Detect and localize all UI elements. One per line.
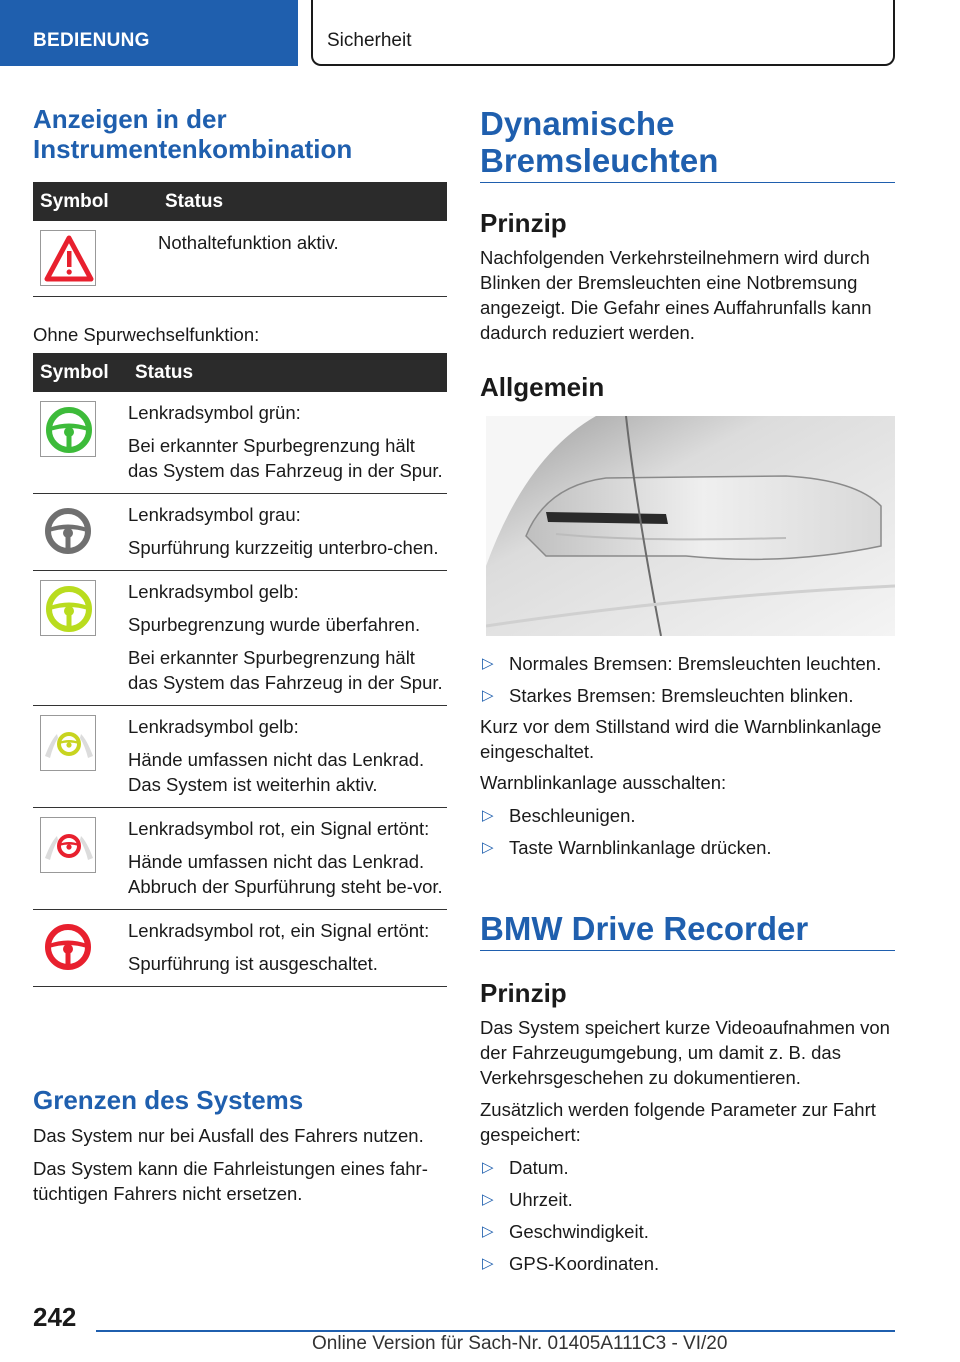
status-line: Bei erkannter Spurbegrenzung hält das System das Fahrzeug in der Spur. <box>128 435 443 481</box>
status-text: Nothaltefunktion aktiv. <box>158 232 339 253</box>
table-row <box>33 392 447 494</box>
drive-recorder-title: BMW Drive Recorder <box>480 910 809 947</box>
recorder-text-2: Zusätzlich werden folgende Parameter zur Fahrt gespeichert: <box>480 1099 876 1145</box>
status-line: Hände umfassen nicht das Lenkrad. Das System ist weiterhin aktiv. <box>128 749 425 795</box>
list-item-text: Uhrzeit. <box>509 1189 573 1210</box>
table-row <box>33 910 447 987</box>
chapter-label: Sicherheit <box>327 30 412 51</box>
list-item-text: Taste Warnblinkanlage drücken. <box>509 837 772 858</box>
brake-bullet-list <box>480 651 900 715</box>
hazard-text: Kurz vor dem Stillstand wird die Warnblinkanlage eingeschaltet. <box>480 716 882 762</box>
table-row <box>33 808 447 910</box>
steering-wheel-hands-yellow-icon <box>40 715 96 771</box>
header-symbol: Symbol <box>33 182 158 221</box>
limits-text-2: Das System kann die Fahrleistungen eines fahr-tüchtigen Fahrers nicht ersetzen. <box>33 1158 428 1204</box>
header-status: Status <box>158 182 447 221</box>
table-row <box>33 706 447 808</box>
list-item <box>480 1219 895 1244</box>
limits-text-1: Das System nur bei Ausfall des Fahrers nutzen. <box>33 1125 424 1146</box>
list-item-text: Starkes Bremsen: Bremsleuchten blinken. <box>509 685 854 706</box>
section-label: BEDIENUNG <box>33 30 150 51</box>
chapter-tab <box>311 0 895 66</box>
footer-rule <box>96 1330 895 1332</box>
footer-text: Online Version für Sach-Nr. 01405A111C3 - VI/20 <box>312 1333 728 1354</box>
status-line: Lenkradsymbol gelb: <box>128 716 299 737</box>
table-row <box>33 571 447 706</box>
status-table-1 <box>33 182 447 297</box>
intro-text: Ohne Spurwechselfunktion: <box>33 324 260 345</box>
general-title: Allgemein <box>480 372 605 402</box>
steering-wheel-green-icon <box>40 401 96 457</box>
status-line: Lenkradsymbol grün: <box>128 402 301 423</box>
list-item <box>480 683 900 708</box>
parameter-list <box>480 1155 895 1283</box>
list-item <box>480 1251 895 1276</box>
triangle-bullet-icon: ▷ <box>482 839 494 856</box>
status-line: Lenkradsymbol rot, ein Signal ertönt: <box>128 818 430 839</box>
principle-title: Prinzip <box>480 978 567 1008</box>
list-item <box>480 1187 895 1212</box>
principle-title: Prinzip <box>480 208 567 238</box>
principle-text: Nachfolgenden Verkehrsteilnehmern wird durch Blinken der Bremsleuchten eine Notbremsung angezeigt. Die Gefahr eines Auffahrunfalls kann dadurch reduziert werden. <box>480 247 872 343</box>
hazard-off-text: Warnblinkanlage ausschalten: <box>480 772 727 793</box>
header-symbol: Symbol <box>33 353 128 392</box>
table-row <box>33 221 447 297</box>
warning-triangle-icon <box>40 230 96 286</box>
steering-wheel-red-icon <box>40 919 96 975</box>
list-item-text: Datum. <box>509 1157 569 1178</box>
brake-lights-title: Dynamische Bremsleuchten <box>480 105 719 179</box>
triangle-bullet-icon: ▷ <box>482 655 494 672</box>
list-item <box>480 651 900 676</box>
triangle-bullet-icon: ▷ <box>482 807 494 824</box>
triangle-bullet-icon: ▷ <box>482 1159 494 1176</box>
triangle-bullet-icon: ▷ <box>482 1255 494 1272</box>
steering-wheel-grey-icon <box>40 503 96 559</box>
limits-title: Grenzen des Systems <box>33 1085 304 1115</box>
recorder-text-1: Das System speichert kurze Videoaufnahmen von der Fahrzeugumgebung, um damit z. B. das Verkehrsgeschehen zu dokumentieren. <box>480 1017 890 1088</box>
title-rule <box>480 182 895 183</box>
hazard-bullet-list <box>480 803 895 867</box>
list-item-text: Beschleunigen. <box>509 805 636 826</box>
status-line: Hände umfassen nicht das Lenkrad. Abbruch der Spurführung steht be-vor. <box>128 851 443 897</box>
header-status: Status <box>128 353 447 392</box>
list-item <box>480 803 895 828</box>
steering-wheel-yellow-icon <box>40 580 96 636</box>
status-line: Bei erkannter Spurbegrenzung hält das System das Fahrzeug in der Spur. <box>128 647 443 693</box>
status-line: Spurführung kurzzeitig unterbro-chen. <box>128 537 439 558</box>
list-item <box>480 835 895 860</box>
title-rule <box>480 950 895 951</box>
steering-wheel-hands-red-icon <box>40 817 96 873</box>
table-row <box>33 494 447 571</box>
table-header-row <box>33 353 447 392</box>
section-tab <box>0 0 298 66</box>
status-table-2 <box>33 353 447 987</box>
table-header-row <box>33 182 447 221</box>
page-number: 242 <box>33 1302 77 1332</box>
triangle-bullet-icon: ▷ <box>482 1191 494 1208</box>
list-item-text: Geschwindigkeit. <box>509 1221 649 1242</box>
status-line: Lenkradsymbol grau: <box>128 504 301 525</box>
status-line: Spurbegrenzung wurde überfahren. <box>128 614 421 635</box>
list-item-text: GPS-Koordinaten. <box>509 1253 660 1274</box>
list-item-text: Normales Bremsen: Bremsleuchten leuchten. <box>509 653 882 674</box>
triangle-bullet-icon: ▷ <box>482 1223 494 1240</box>
display-title: Anzeigen in der Instrumentenkombination <box>33 104 353 164</box>
triangle-bullet-icon: ▷ <box>482 687 494 704</box>
status-line: Spurführung ist ausgeschaltet. <box>128 953 378 974</box>
tail-light-photo <box>486 416 895 636</box>
list-item <box>480 1155 895 1180</box>
status-line: Lenkradsymbol rot, ein Signal ertönt: <box>128 920 430 941</box>
status-line: Lenkradsymbol gelb: <box>128 581 299 602</box>
